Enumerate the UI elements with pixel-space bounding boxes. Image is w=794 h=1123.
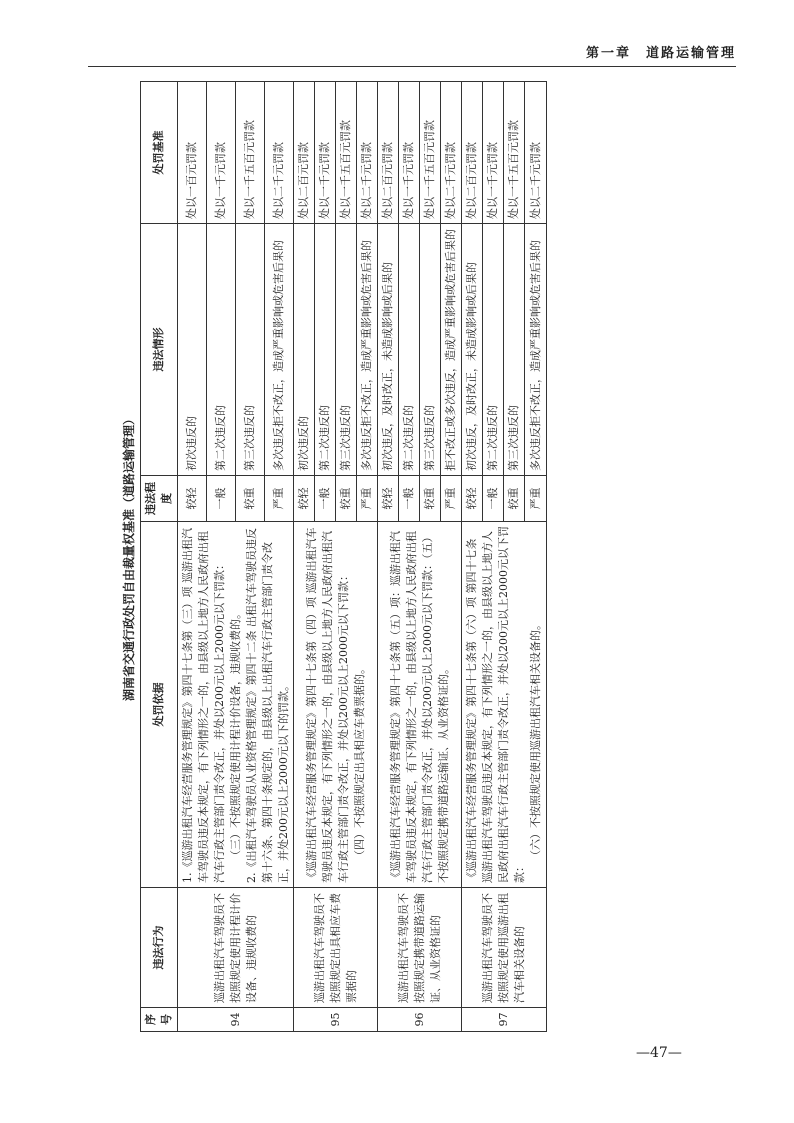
- page-number: —47—: [636, 1045, 682, 1061]
- page-header: [0, 0, 794, 75]
- situation-cell: 初次违反的: [177, 224, 206, 476]
- table-row: [294, 82, 315, 1032]
- penalty-cell: 处以二千元罚款: [357, 82, 378, 224]
- degree-cell: 较重: [504, 476, 525, 522]
- degree-cell: 较重: [420, 476, 441, 522]
- col-header-situation: 违法情形: [141, 224, 178, 476]
- degree-cell: 严重: [525, 476, 546, 522]
- basis-paragraph: 1.《巡游出租汽车经营服务管理规定》第四十七条第（三）项 巡游出租汽车驾驶员违反本规定，有下列情形之一的，由县级以上地方人民政府出租汽车行政主管部门责令改正，并处以200元以上2000元以下罚款：: [180, 528, 226, 883]
- basis-paragraph: （四）不按照规定出具相应车费票据的。: [352, 663, 366, 861]
- basis-paragraph: 《巡游出租汽车经营服务管理规定》第四十七条第（五）项：巡游出租汽车驾驶员违反本规定，有下列情形之一的，由县级以上地方人民政府出租汽车行政主管部门责令改正，并处以200元以上2000元以下罚款：（五）不按照规定携带道路运输证、从业资格证的。: [388, 531, 450, 883]
- col-header-degree: 违法程度: [141, 476, 178, 522]
- penalty-cell: 处以二百元罚款: [461, 82, 482, 224]
- degree-cell: 较重: [336, 476, 357, 522]
- penalty-cell: 处以二千元罚款: [525, 82, 546, 224]
- header-rule: [88, 66, 736, 67]
- basis-cell: [378, 522, 462, 888]
- table-header-row: [141, 82, 178, 1032]
- situation-cell: 初次违反的: [294, 224, 315, 476]
- degree-cell: 较重: [236, 476, 265, 522]
- seq-cell: 95: [294, 1008, 378, 1032]
- degree-cell: 较轻: [461, 476, 482, 522]
- penalty-cell: 处以一千五百元罚款: [504, 82, 525, 224]
- basis-cell: [294, 522, 378, 888]
- degree-cell: 较轻: [294, 476, 315, 522]
- penalty-cell: 处以一千五百元罚款: [336, 82, 357, 224]
- basis-paragraph: （六）不按照规定使用巡游出租汽车相关设备的。: [528, 619, 542, 861]
- degree-cell: 一般: [483, 476, 504, 522]
- col-header-act: 违法行为: [141, 888, 178, 1008]
- rotated-table: [118, 82, 716, 1032]
- basis-paragraph: （三）不按照规定使用计程计价设备，违规收费的。: [228, 608, 242, 861]
- degree-cell: 较轻: [177, 476, 206, 522]
- basis-paragraph: 2.《出租汽车驾驶员从业资格管理规定》第四十二条 出租汽车驾驶员违反第十六条、第四十条规定的，由县级以上出租汽车行政主管部门责令改正，并处200元以上2000元以下的罚款。: [244, 528, 290, 883]
- degree-cell: 一般: [315, 476, 336, 522]
- col-header-seq: 序号: [141, 1008, 178, 1032]
- situation-cell: 第三次违反的: [336, 224, 357, 476]
- situation-cell: 多次违反拒不改正，造成严重影响或危害后果的: [357, 224, 378, 476]
- penalty-cell: 处以二百元罚款: [294, 82, 315, 224]
- situation-cell: 多次违反拒不改正，造成严重影响或危害后果的: [265, 224, 294, 476]
- situation-cell: 第二次违反的: [207, 224, 236, 476]
- seq-cell: 96: [378, 1008, 462, 1032]
- violation-act-cell: 巡游出租汽车驾驶员不按照规定携带道路运输证、从业资格证的: [378, 888, 462, 1008]
- situation-cell: 第二次违反的: [399, 224, 420, 476]
- table-row: [378, 82, 399, 1032]
- degree-cell: 一般: [207, 476, 236, 522]
- penalty-cell: 处以一千元罚款: [483, 82, 504, 224]
- situation-cell: 多次违反拒不改正，造成严重影响或危害后果的: [525, 224, 546, 476]
- penalty-cell: 处以一百元罚款: [177, 82, 206, 224]
- situation-cell: 初次违反，及时改正，未造成影响或后果的: [461, 224, 482, 476]
- situation-cell: 第三次违反的: [236, 224, 265, 476]
- penalty-table: [140, 81, 547, 1032]
- penalty-cell: 处以二百元罚款: [378, 82, 399, 224]
- penalty-cell: 处以一千五百元罚款: [420, 82, 441, 224]
- penalty-cell: 处以一千元罚款: [399, 82, 420, 224]
- penalty-cell: 处以一千元罚款: [315, 82, 336, 224]
- penalty-cell: 处以二千元罚款: [265, 82, 294, 224]
- table-row: [461, 82, 482, 1032]
- violation-act-cell: 巡游出租汽车驾驶员不按照规定使用计程计价设备、违规收费的: [177, 888, 294, 1008]
- situation-cell: 第二次违反的: [483, 224, 504, 476]
- situation-cell: 拒不改正或多次违反，造成严重影响或危害后果的: [441, 224, 462, 476]
- situation-cell: 第二次违反的: [315, 224, 336, 476]
- col-header-basis: 处罚依据: [141, 522, 178, 888]
- seq-cell: 94: [177, 1008, 294, 1032]
- violation-act-cell: 巡游出租汽车驾驶员不按照规定出具相应车费票据的: [294, 888, 378, 1008]
- degree-cell: 严重: [357, 476, 378, 522]
- degree-cell: 严重: [441, 476, 462, 522]
- table-title: 湖南省交通行政处罚自由裁量权基准（道路运输管理）: [122, 413, 136, 702]
- violation-act-cell: 巡游出租汽车驾驶员不按照规定使用巡游出租汽车相关设备的: [461, 888, 546, 1008]
- basis-paragraph: 《巡游出租汽车经营服务管理规定》第四十七条第（四）项 巡游出租汽车驾驶员违反本规定，有下列情形之一的，由县级以上地方人民政府出租汽车行政主管部门责令改正，并处以200元以上2000元以下罚款：: [304, 527, 350, 883]
- degree-cell: 严重: [265, 476, 294, 522]
- degree-cell: 一般: [399, 476, 420, 522]
- col-header-penalty: 处罚基准: [141, 82, 178, 224]
- degree-cell: 较轻: [378, 476, 399, 522]
- situation-cell: 第三次违反的: [504, 224, 525, 476]
- penalty-cell: 处以一千五百元罚款: [236, 82, 265, 224]
- basis-paragraph: 《巡游出租汽车经营服务管理规定》第四十七条第（六）项 第四十七条 巡游出租汽车驾驶员违反本规定，有下列情形之一的，由县级以上地方人民政府出租汽车行政主管部门责令改正，并处以200元以上2000元以下罚款：: [464, 526, 526, 883]
- basis-cell: [461, 522, 546, 888]
- rotated-table-container: [118, 82, 716, 1032]
- situation-cell: 初次违反，及时改正，未造成影响或后果的: [378, 224, 399, 476]
- situation-cell: 第三次违反的: [420, 224, 441, 476]
- basis-cell: [177, 522, 294, 888]
- penalty-cell: 处以二千元罚款: [441, 82, 462, 224]
- seq-cell: 97: [461, 1008, 546, 1032]
- penalty-cell: 处以一千元罚款: [207, 82, 236, 224]
- chapter-title: 第一章 道路运输管理: [585, 46, 736, 61]
- table-row: [177, 82, 206, 1032]
